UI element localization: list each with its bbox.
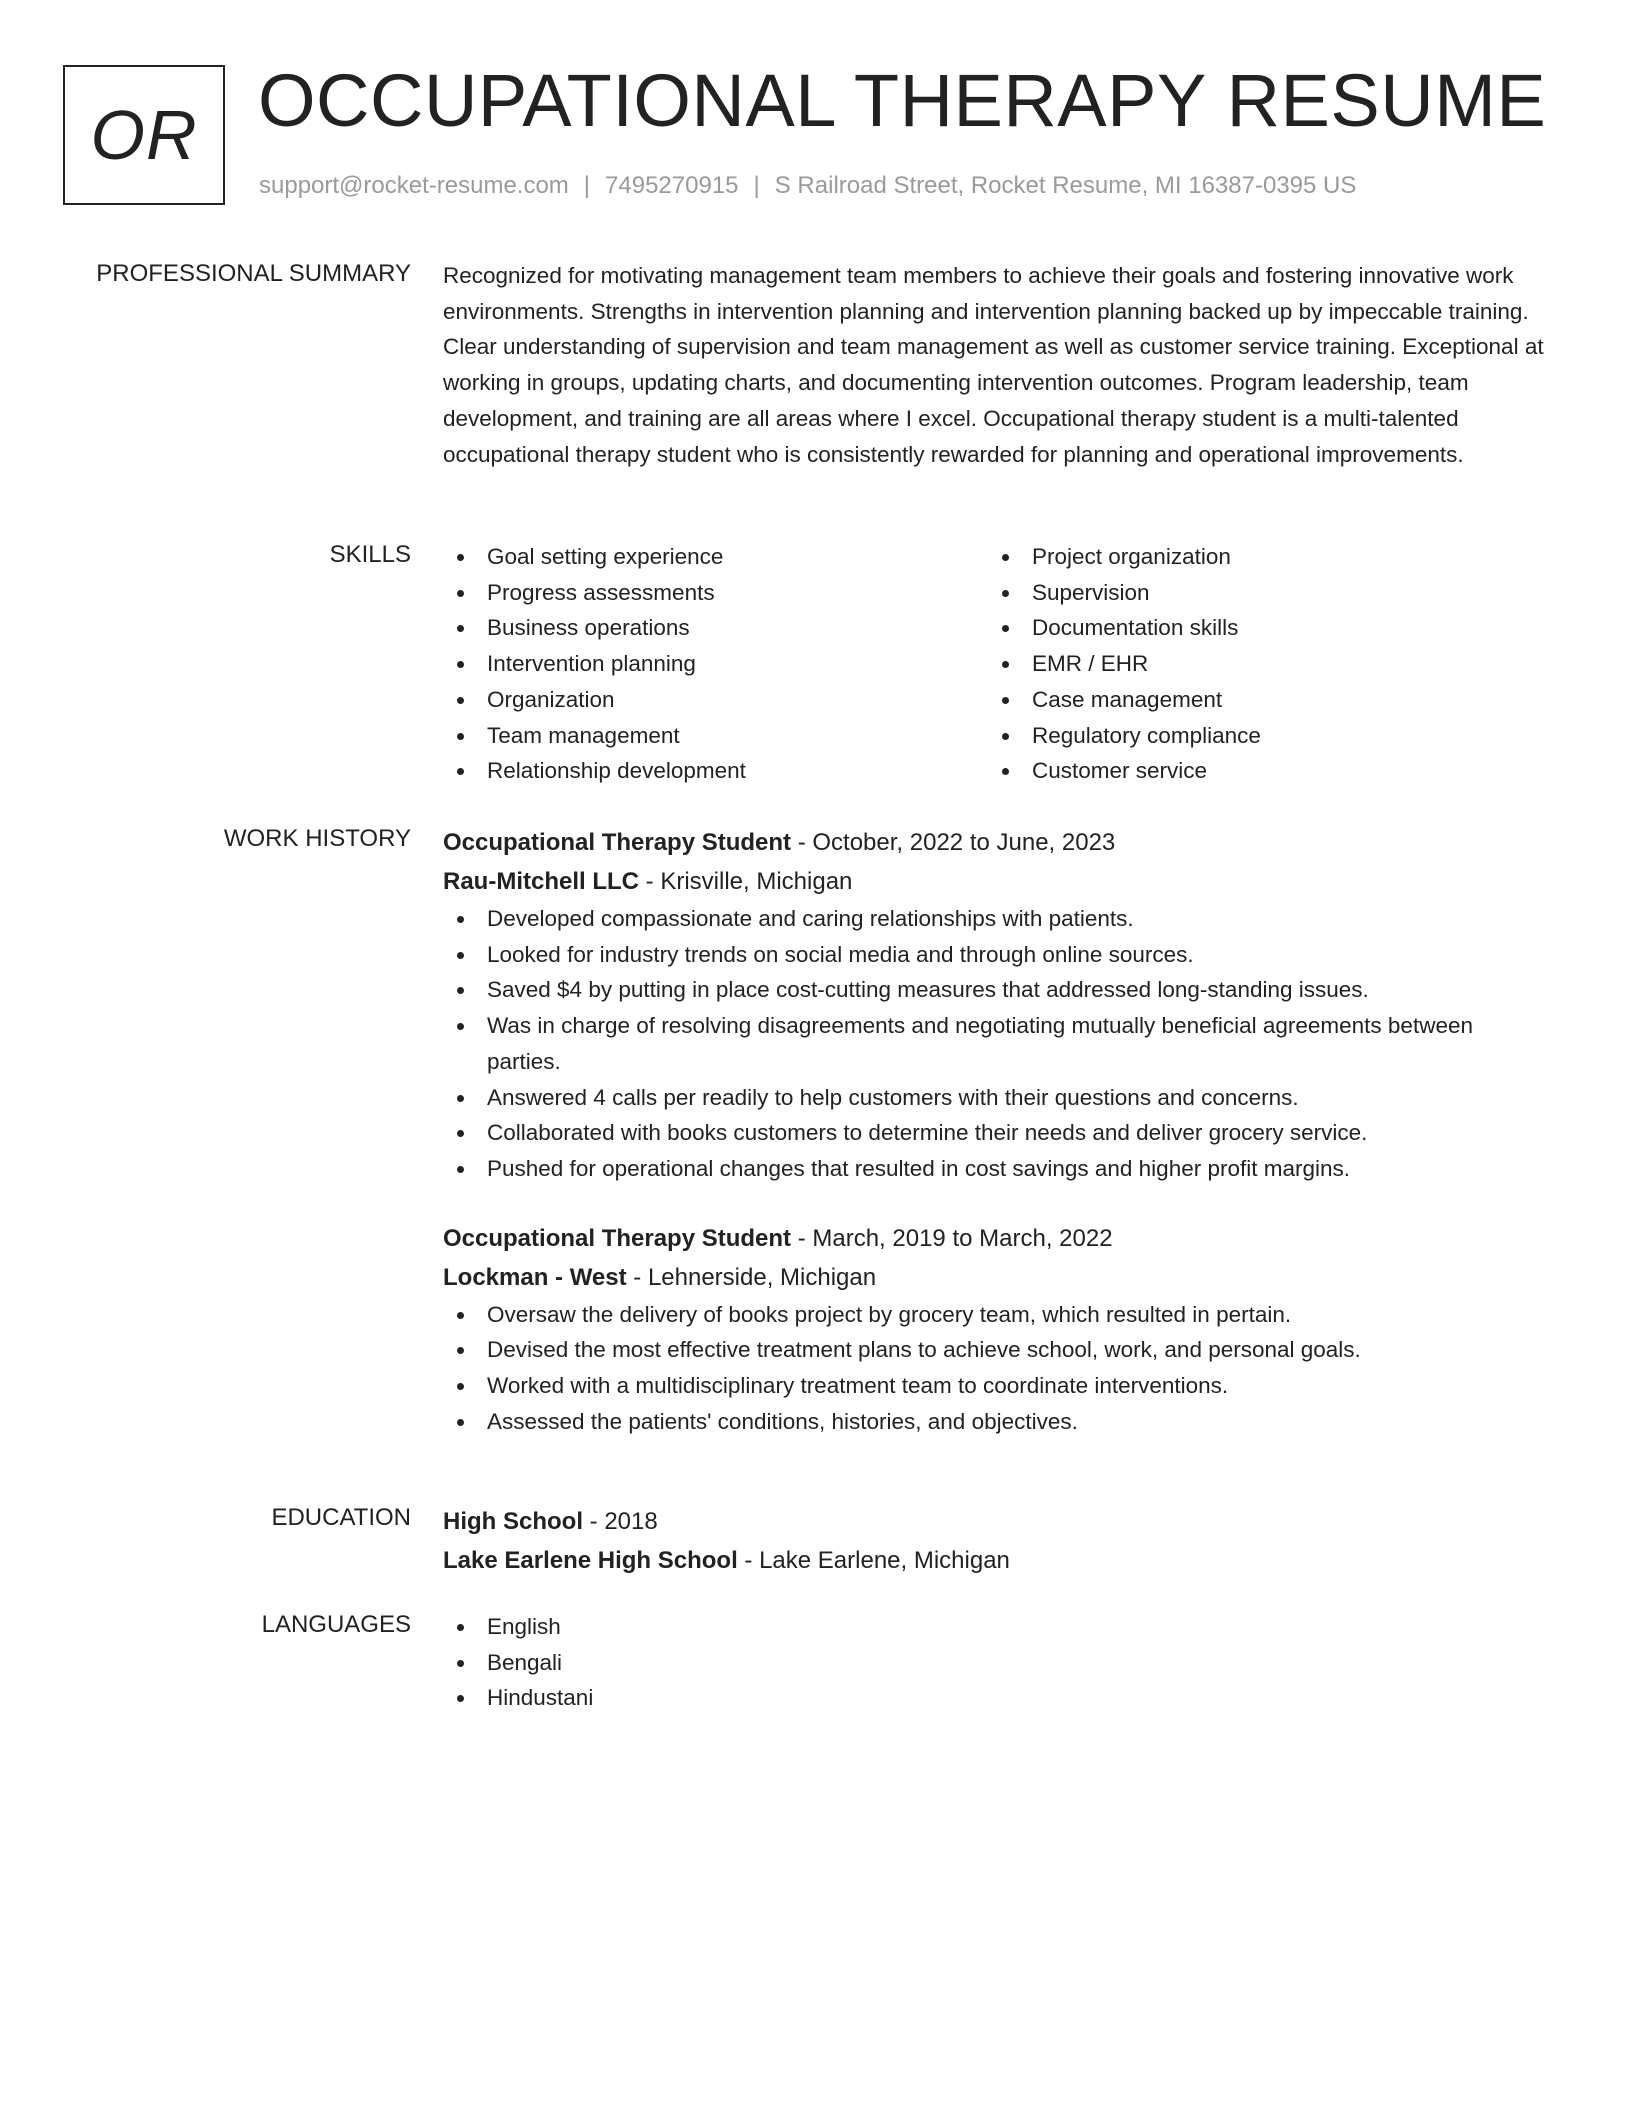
job-title: Occupational Therapy Student [443,1224,792,1252]
job-dates: - October, 2022 to June, 2023 [791,829,1116,856]
job-title-line [443,823,1553,862]
language-item: Bengali [443,1645,1553,1681]
summary-text: Recognized for motivating management team members to achieve their goals and fostering innovative work environments. Strengths in intervention planning and intervention planning backed up by impeccable training. Clear understanding of supervision and team management as well as customer service training. Exceptional at working in groups, updating charts, and documenting intervention outcomes. Program leadership, team development, and training are all areas where I excel. Occupational therapy student is a multi-talented occupational therapy student who is consistently rewarded for planning and operational improvements. [443,263,1544,467]
job-company-line [443,862,1553,901]
skill-item: EMR / EHR [988,646,1533,682]
job-duty: Looked for industry trends on social media and through online sources. [443,937,1553,973]
skills-list-right [988,539,1533,789]
skill-item: Project organization [988,539,1533,575]
education-year: - 2018 [583,1508,658,1535]
job-location: - Lehnerside, Michigan [626,1263,877,1291]
skill-item: Organization [443,682,988,718]
skill-item: Regulatory compliance [988,718,1533,754]
language-item: Hindustani [443,1680,1553,1716]
job-location: - Krisville, Michigan [639,868,853,895]
skills-grid [443,539,1553,789]
job-duty: Answered 4 calls per readily to help customers with their questions and concerns. [443,1080,1553,1116]
skills-heading: SKILLS [329,541,411,568]
contact-email[interactable]: support@rocket-resume.com [259,172,569,199]
job-duty: Saved $4 by putting in place cost-cutting measures that addressed long-standing issues. [443,972,1553,1008]
education-degree-line [443,1502,1553,1541]
job-duty: Assessed the patients' conditions, histories, and objectives. [443,1404,1553,1440]
job-duty: Worked with a multidisciplinary treatment team to coordinate interventions. [443,1368,1553,1404]
skill-item: Business operations [443,610,988,646]
job-dates: - March, 2019 to March, 2022 [791,1224,1113,1252]
language-item: English [443,1609,1553,1645]
education-school-line [443,1541,1553,1580]
skill-item: Goal setting experience [443,539,988,575]
job-duties-list [443,1297,1553,1440]
contact-line [259,172,1356,200]
skill-item: Case management [988,682,1533,718]
skill-item: Documentation skills [988,610,1533,646]
skill-item: Relationship development [443,753,988,789]
job-duty: Oversaw the delivery of books project by grocery team, which resulted in pertain. [443,1297,1553,1333]
job-entry [443,1219,1553,1440]
languages-list [443,1609,1553,1716]
skill-item: Customer service [988,753,1533,789]
job-title-line [443,1219,1553,1258]
skill-item: Supervision [988,575,1533,611]
contact-address: S Railroad Street, Rocket Resume, MI 16387-0395 US [774,172,1357,199]
job-duty: Was in charge of resolving disagreements and negotiating mutually beneficial agreements between parties. [443,1008,1553,1079]
skill-item: Team management [443,718,988,754]
monogram-logo: OR [63,65,225,205]
job-duty: Devised the most effective treatment plans to achieve school, work, and personal goals. [443,1332,1553,1368]
job-entry [443,823,1553,1187]
education-location: - Lake Earlene, Michigan [737,1547,1010,1574]
contact-separator: | [753,172,760,199]
resume-title: OCCUPATIONAL THERAPY RESUME [258,59,1547,142]
job-company-line [443,1258,1553,1297]
job-duty: Collaborated with books customers to determine their needs and deliver grocery service. [443,1115,1553,1151]
job-duties-list [443,901,1553,1187]
summary-heading: PROFESSIONAL SUMMARY [96,260,411,287]
education-heading: EDUCATION [271,1504,411,1531]
skill-item: Intervention planning [443,646,988,682]
job-duty: Developed compassionate and caring relationships with patients. [443,901,1553,937]
work-history-heading: WORK HISTORY [223,825,411,852]
job-company: Rau-Mitchell LLC [443,868,639,895]
education-degree: High School [443,1508,583,1535]
education-school: Lake Earlene High School [443,1547,738,1574]
job-duty: Pushed for operational changes that resulted in cost savings and higher profit margins. [443,1151,1553,1187]
job-title: Occupational Therapy Student [443,829,792,856]
skills-list-left [443,539,988,789]
contact-separator: | [583,172,591,199]
skill-item: Progress assessments [443,575,988,611]
languages-heading: LANGUAGES [261,1611,411,1638]
job-company: Lockman - West [443,1263,627,1291]
contact-phone[interactable]: 7495270915 [605,172,739,199]
